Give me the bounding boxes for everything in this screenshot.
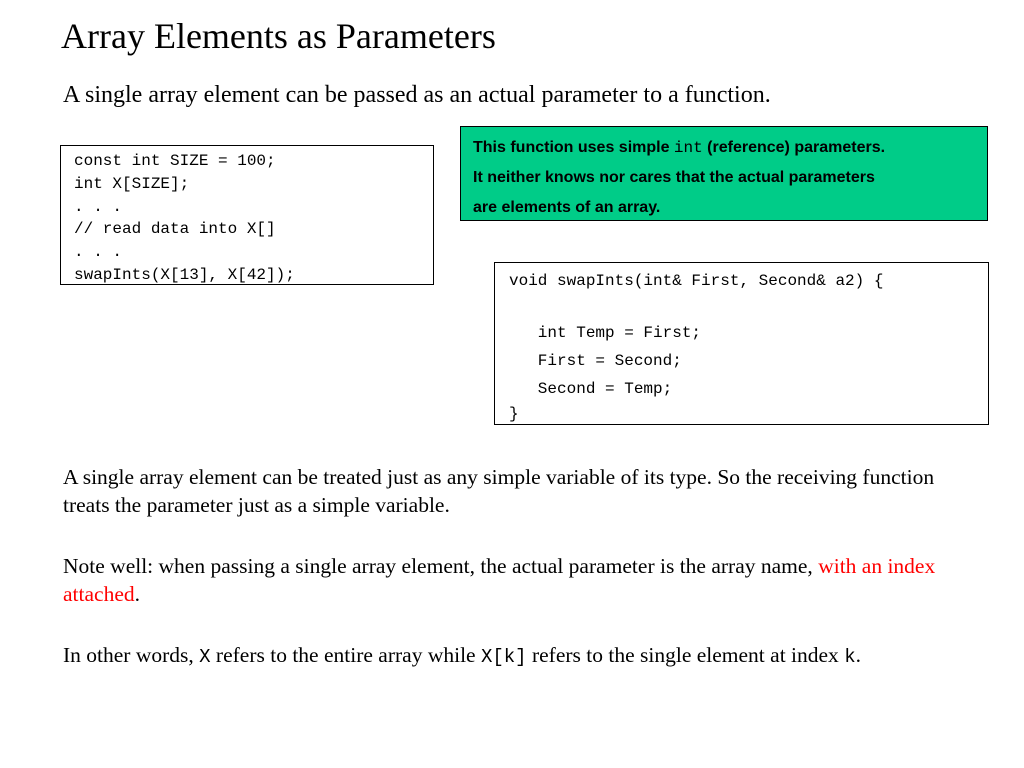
code-line: int Temp = First; xyxy=(509,324,702,342)
code-line: . . . xyxy=(74,243,123,262)
text: In other words, xyxy=(63,643,200,667)
code-line: // read data into X[] xyxy=(74,220,276,239)
callout-line-1 xyxy=(473,133,987,163)
note-end: . xyxy=(134,582,140,606)
code-line: void swapInts(int& First, Second& a2) { xyxy=(509,272,884,290)
inline-code: k xyxy=(844,646,856,668)
code-line: . . . xyxy=(74,197,123,216)
function-code-box xyxy=(494,262,989,425)
code-line: Second = Temp; xyxy=(509,380,673,398)
code-line: const int SIZE = 100; xyxy=(74,152,276,170)
function-note-callout xyxy=(460,126,988,221)
text: refers to the entire array while xyxy=(210,643,481,667)
callout-text: (reference) parameters. xyxy=(702,139,886,156)
callout-line-2: It neither knows nor cares that the actual parameters xyxy=(473,169,875,186)
note-highlight: with an index attached xyxy=(63,554,936,606)
note-text: Note well: when passing a single array element, the actual parameter is the array name, xyxy=(63,554,819,578)
inline-code: X[k] xyxy=(480,646,527,668)
code-line: First = Second; xyxy=(509,352,682,370)
caller-code-box xyxy=(60,145,434,285)
paragraph-simple-variable: A single array element can be treated just as any simple variable of its type. So the receiving function treats the parameter just as a simple variable. xyxy=(63,465,935,517)
text: . xyxy=(855,643,861,667)
callout-code: int xyxy=(673,139,703,157)
inline-code: X xyxy=(199,646,211,668)
callout-line-3: are elements of an array. xyxy=(473,199,661,216)
code-line: int X[SIZE]; xyxy=(74,174,190,193)
code-line: swapInts(X[13], X[42]); xyxy=(74,265,295,284)
text: refers to the single element at index xyxy=(526,643,845,667)
slide-title: Array Elements as Parameters xyxy=(61,16,496,56)
callout-text: This function uses simple xyxy=(473,139,674,156)
code-line: } xyxy=(509,405,519,423)
slide-subtitle: A single array element can be passed as an actual parameter to a function. xyxy=(63,82,771,108)
paragraph-other-words xyxy=(63,641,983,671)
paragraph-note-well xyxy=(63,552,983,608)
code-line xyxy=(509,295,988,319)
